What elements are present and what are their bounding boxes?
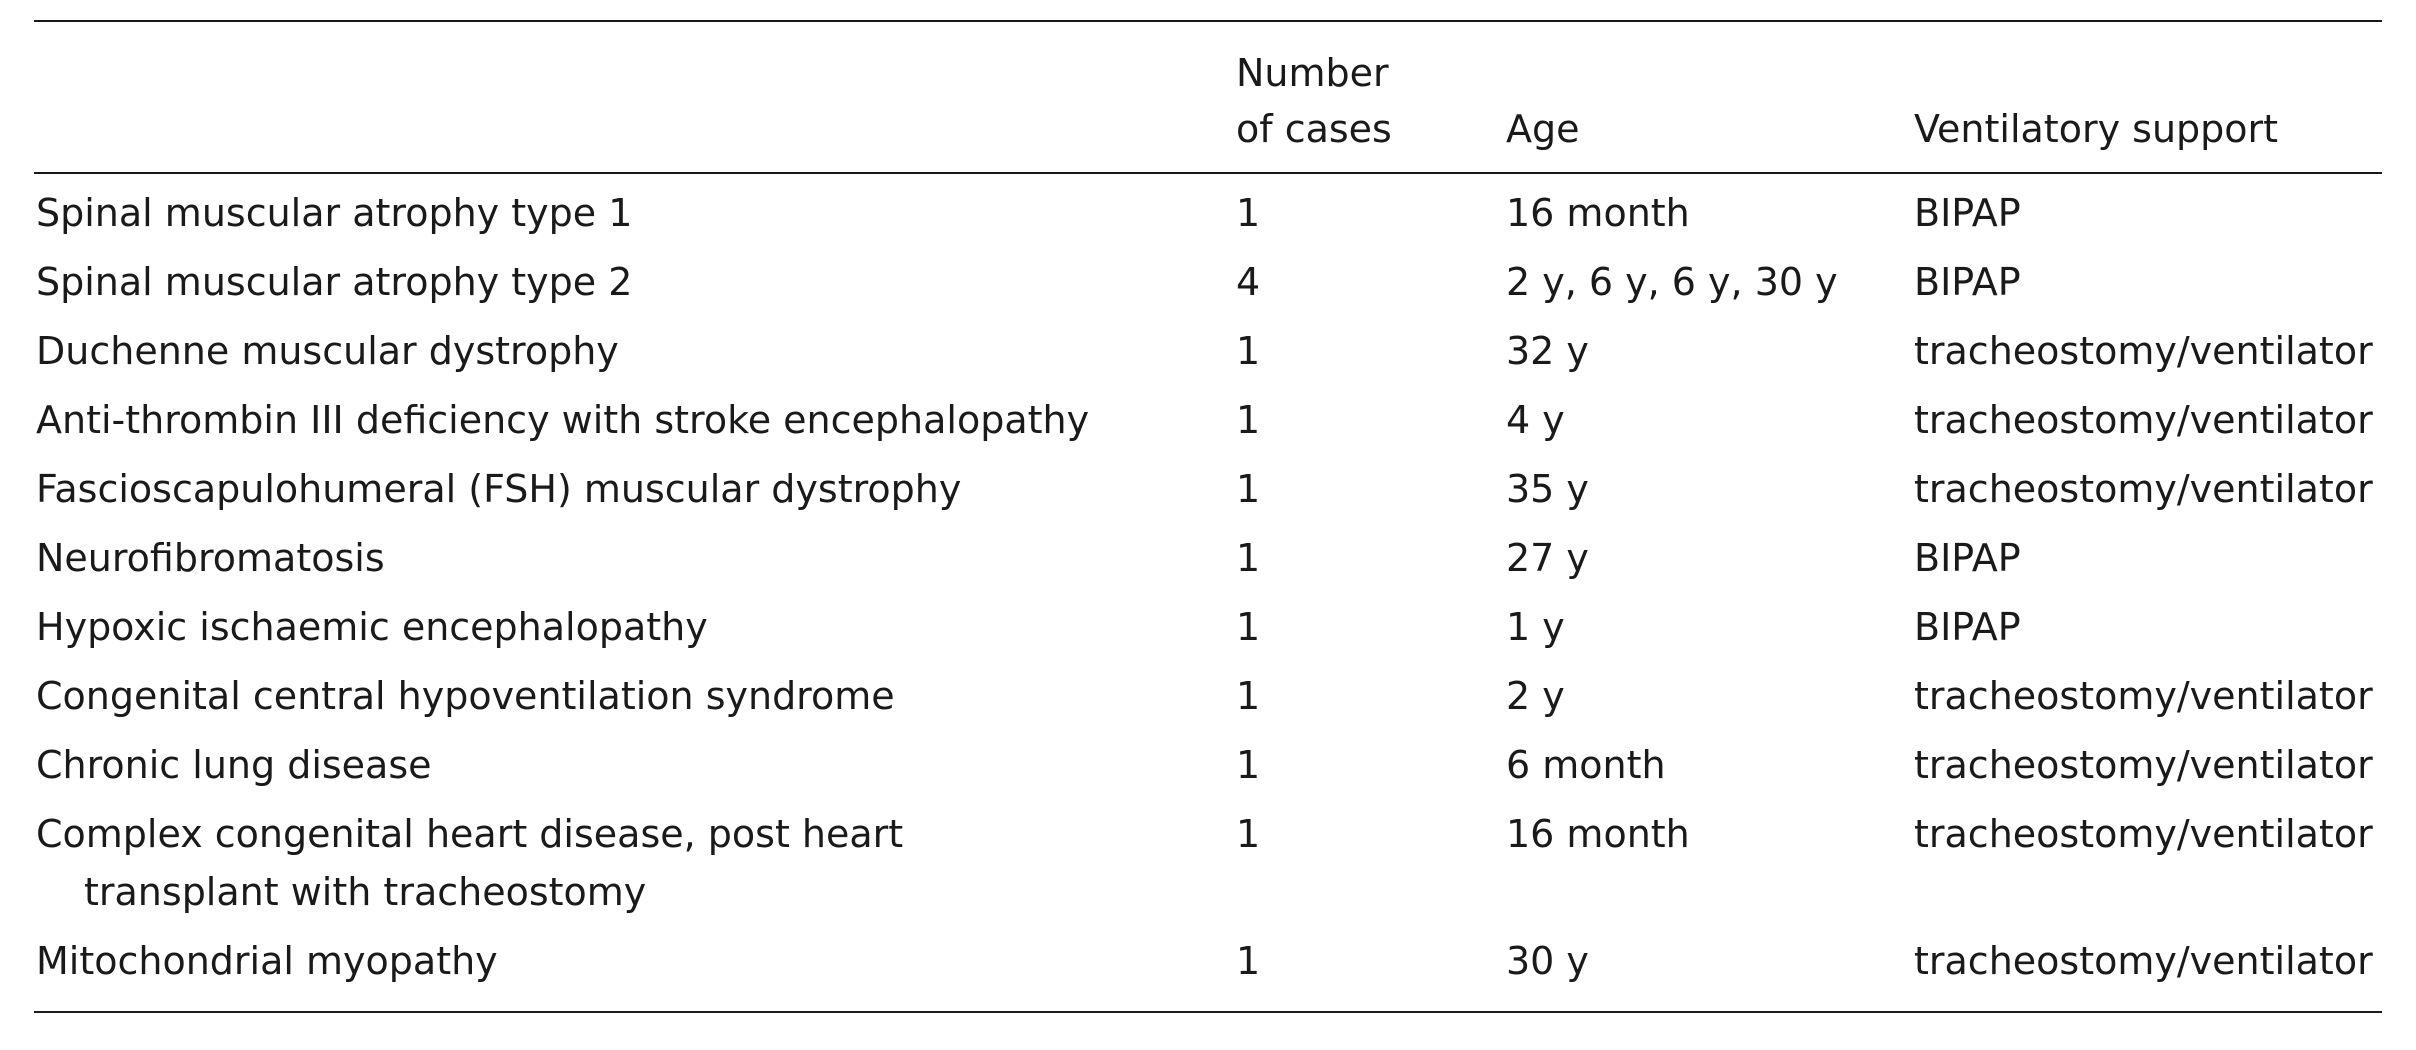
- condition-line-2: transplant with tracheostomy: [84, 870, 647, 914]
- condition-cell: Anti-thrombin III deficiency with stroke encephalopathy: [36, 398, 1090, 442]
- condition-cell: [36, 805, 903, 921]
- table-header: [34, 22, 2382, 172]
- condition-cell: Fascioscapulohumeral (FSH) muscular dystrophy: [36, 467, 962, 511]
- age-cell: 16 month: [1506, 191, 1690, 235]
- vent-cell: tracheostomy/ventilator: [1914, 398, 2373, 442]
- age-cell: 1 y: [1506, 605, 1565, 649]
- vent-cell: tracheostomy/ventilator: [1914, 329, 2373, 373]
- bottom-rule: [34, 1011, 2382, 1013]
- vent-cell: tracheostomy/ventilator: [1914, 939, 2373, 983]
- cases-cell: 1: [1236, 939, 1261, 983]
- table-row: [34, 460, 2382, 529]
- cases-cell: 1: [1236, 467, 1261, 511]
- header-cases-line2: of cases: [1236, 107, 1392, 151]
- age-cell: 32 y: [1506, 329, 1589, 373]
- vent-cell: tracheostomy/ventilator: [1914, 743, 2373, 787]
- table-row: [34, 322, 2382, 391]
- age-cell: 35 y: [1506, 467, 1589, 511]
- vent-cell: BIPAP: [1914, 605, 2021, 649]
- header-ventilatory-support: Ventilatory support: [1914, 107, 2279, 151]
- vent-cell: tracheostomy/ventilator: [1914, 812, 2373, 856]
- age-cell: 27 y: [1506, 536, 1589, 580]
- table-row: [34, 736, 2382, 805]
- age-cell: 16 month: [1506, 812, 1690, 856]
- cases-cell: 1: [1236, 329, 1261, 373]
- vent-cell: tracheostomy/ventilator: [1914, 674, 2373, 718]
- table-row: [34, 253, 2382, 322]
- condition-line-1: Complex congenital heart disease, post heart: [36, 812, 904, 856]
- table-row: [34, 184, 2382, 253]
- data-table: [34, 20, 2382, 1013]
- age-cell: 6 month: [1506, 743, 1666, 787]
- age-cell: 30 y: [1506, 939, 1589, 983]
- cases-cell: 1: [1236, 191, 1261, 235]
- table-row: [34, 805, 2382, 932]
- cases-cell: 1: [1236, 674, 1261, 718]
- vent-cell: BIPAP: [1914, 536, 2021, 580]
- cases-cell: 1: [1236, 536, 1261, 580]
- table-body: [34, 174, 2382, 1001]
- condition-cell: Neurofibromatosis: [36, 536, 385, 580]
- cases-cell: 1: [1236, 605, 1261, 649]
- vent-cell: BIPAP: [1914, 260, 2021, 304]
- table-row: [34, 667, 2382, 736]
- cases-cell: 4: [1236, 260, 1261, 304]
- condition-cell: Mitochondrial myopathy: [36, 939, 498, 983]
- condition-cell: Duchenne muscular dystrophy: [36, 329, 619, 373]
- vent-cell: BIPAP: [1914, 191, 2021, 235]
- condition-cell: Hypoxic ischaemic encephalopathy: [36, 605, 708, 649]
- condition-cell: Spinal muscular atrophy type 1: [36, 191, 633, 235]
- age-cell: 2 y, 6 y, 6 y, 30 y: [1506, 260, 1838, 304]
- cases-cell: 1: [1236, 398, 1261, 442]
- cases-cell: 1: [1236, 743, 1261, 787]
- table-row: [34, 598, 2382, 667]
- condition-cell: Spinal muscular atrophy type 2: [36, 260, 633, 304]
- header-age: Age: [1506, 107, 1580, 151]
- table-row: [34, 391, 2382, 460]
- condition-cell: Chronic lung disease: [36, 743, 432, 787]
- header-cases-line1: Number: [1236, 51, 1389, 95]
- age-cell: 2 y: [1506, 674, 1565, 718]
- vent-cell: tracheostomy/ventilator: [1914, 467, 2373, 511]
- table-row: [34, 932, 2382, 1001]
- age-cell: 4 y: [1506, 398, 1565, 442]
- table-row: [34, 529, 2382, 598]
- cases-cell: 1: [1236, 812, 1261, 856]
- condition-cell: Congenital central hypoventilation syndrome: [36, 674, 895, 718]
